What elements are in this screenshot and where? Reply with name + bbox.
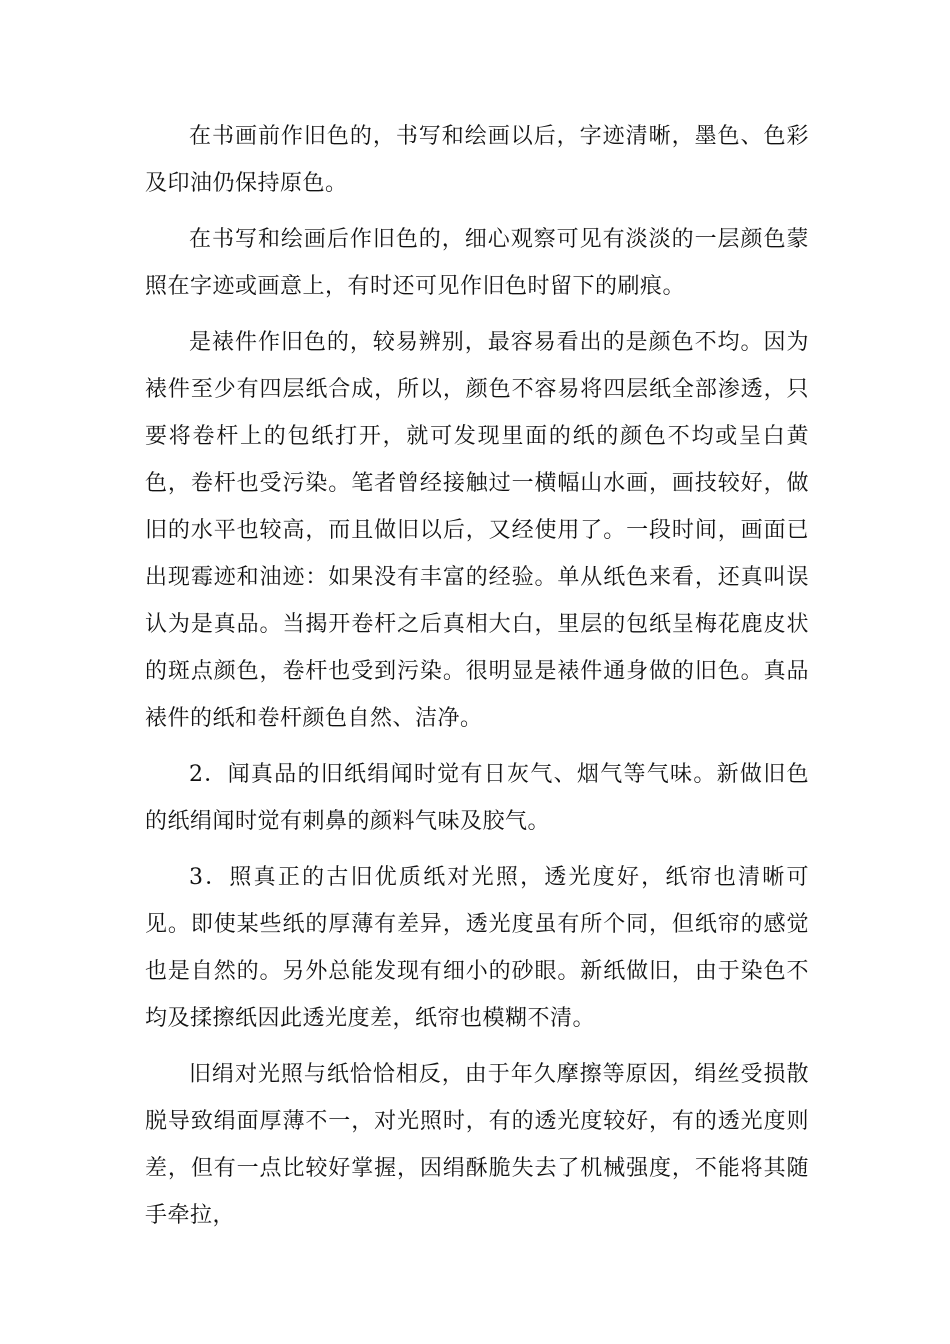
document-body xyxy=(145,113,809,1248)
paragraph: 在书画前作旧色的，书写和绘画以后，字迹清晰，墨色、色彩及印油仍保持原色。 xyxy=(145,124,809,196)
paragraph: 是裱件作旧色的，较易辨别，最容易看出的是颜色不均。因为裱件至少有四层纸合成，所以，颜色不容易将四层纸全部渗透，只要将卷杆上的包纸打开，就可发现里面的纸的颜色不均或呈白黄色，卷杆也受污染。笔者曾经接触过一横幅山水画，画技较好，做旧的水平也较高，而且做旧以后，又经使用了。一段时间，画面已出现霉迹和油迹：如果没有丰富的经验。单从纸色来看，还真叫误认为是真品。当揭开卷杆之后真相大白，里层的包纸呈梅花鹿皮状的斑点颜色，卷杆也受到污染。很明显是裱件通身做的旧色。真品裱件的纸和卷杆颜色自然、洁净。 xyxy=(145,330,809,731)
paragraph: 3．照真正的古旧优质纸对光照，透光度好，纸帘也清晰可见。即使某些纸的厚薄有差异，透光度虽有所个同，但纸帘的感觉也是自然的。另外总能发现有细小的砂眼。新纸做旧，由于染色不均及揉擦纸因此透光度差，纸帘也模糊不清。 xyxy=(145,865,809,1031)
paragraph: 2．闻真品的旧纸绢闻时觉有日灰气、烟气等气味。新做旧色的纸绢闻时觉有刺鼻的颜料气味及胶气。 xyxy=(145,762,809,834)
paragraph: 在书写和绘画后作旧色的，细心观察可见有淡淡的一层颜色蒙照在字迹或画意上，有时还可见作旧色时留下的刷痕。 xyxy=(145,227,809,299)
paragraph: 旧绢对光照与纸恰恰相反，由于年久摩擦等原因，绢丝受损散脱导致绢面厚薄不一，对光照时，有的透光度较好，有的透光度则差，但有一点比较好掌握，因绢酥脆失去了机械强度，不能将其随手牵拉， xyxy=(145,1062,809,1228)
